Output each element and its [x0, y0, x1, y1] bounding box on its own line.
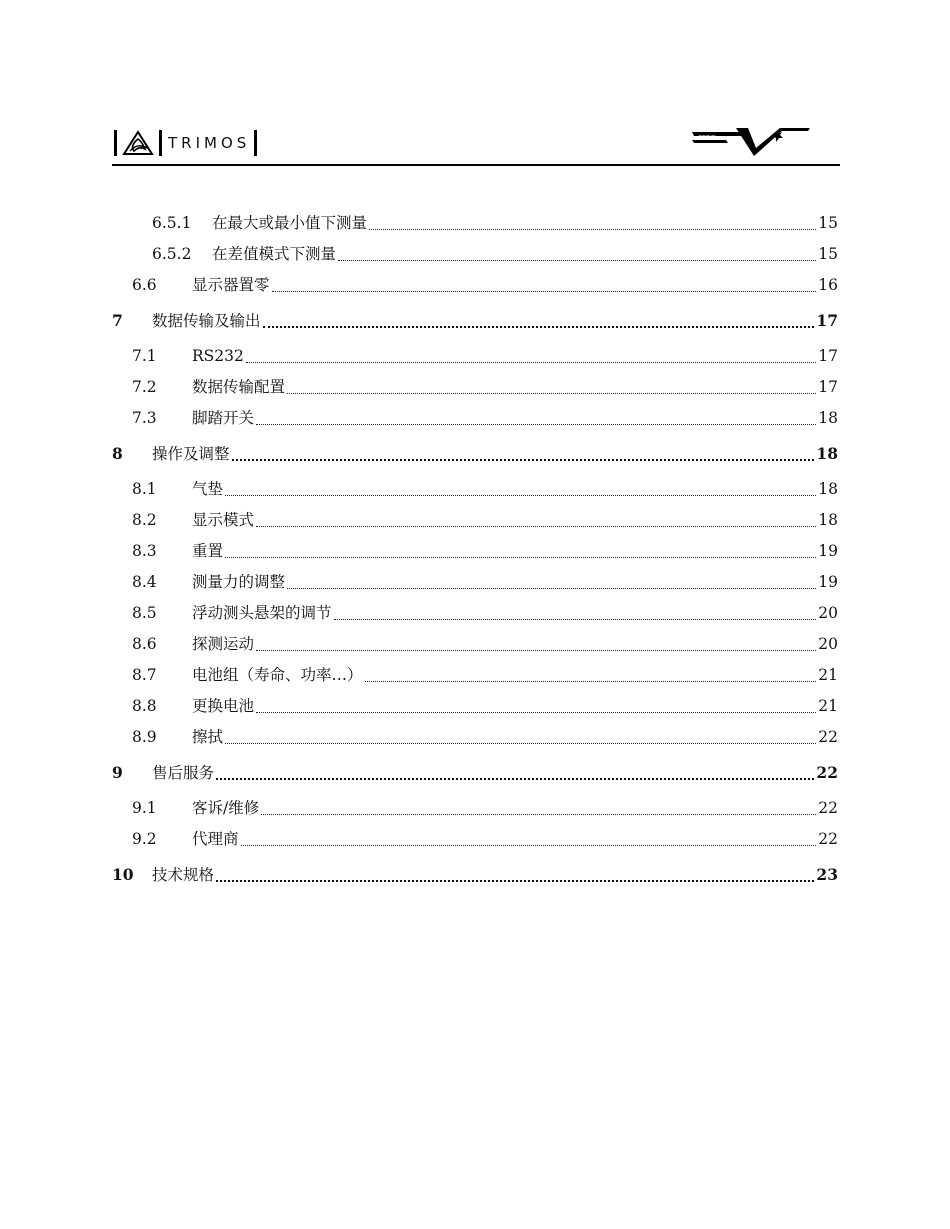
toc-entry[interactable]: [112, 793, 838, 824]
toc-dot-leader: [232, 459, 815, 461]
toc-entry-number: 8.7: [132, 666, 157, 684]
toc-entry-number: 7.1: [132, 347, 157, 365]
toc-entry-title: 脚踏开关: [192, 409, 255, 427]
logo-bar-middle: [159, 130, 162, 156]
toc-entry[interactable]: [112, 372, 838, 403]
toc-entry-number: 8: [112, 444, 123, 463]
toc-entry-page: 23: [816, 865, 838, 884]
toc-entry-page: 18: [816, 444, 838, 463]
trimos-logo: [114, 128, 257, 158]
toc-dot-leader: [256, 650, 816, 651]
toc-entry[interactable]: [112, 505, 838, 536]
toc-entry-title: 代理商: [192, 830, 239, 848]
toc-entry-title: 测量力的调整: [192, 573, 286, 591]
toc-entry[interactable]: [112, 629, 838, 660]
toc-dot-leader: [338, 260, 816, 261]
toc-entry-title: 操作及调整: [152, 445, 230, 463]
toc-entry-page: 20: [818, 604, 838, 622]
toc-dot-leader: [225, 557, 816, 558]
toc-entry-title: 数据传输及输出: [152, 312, 261, 330]
toc-dot-leader: [369, 229, 816, 230]
toc-entry-title: 显示模式: [192, 511, 255, 529]
toc-entry[interactable]: [112, 474, 838, 505]
toc-entry-number: 7.2: [132, 378, 157, 396]
toc-entry[interactable]: [112, 239, 838, 270]
toc-entry-title: 重置: [192, 542, 224, 560]
toc-entry[interactable]: [112, 341, 838, 372]
toc-entry-title: RS232: [192, 347, 244, 365]
toc-entry-title: 数据传输配置: [192, 378, 286, 396]
brand-name: TRIMOS: [168, 134, 251, 152]
toc-entry-page: 15: [818, 214, 838, 232]
table-of-contents: [112, 208, 838, 895]
toc-entry[interactable]: [112, 567, 838, 598]
trimos-emblem-icon: [121, 129, 155, 157]
toc-entry-title: 显示器置零: [192, 276, 270, 294]
toc-entry-title: 售后服务: [152, 764, 215, 782]
toc-entry-page: 21: [818, 697, 838, 715]
toc-entry-number: 8.6: [132, 635, 157, 653]
toc-dot-leader: [241, 845, 817, 846]
toc-entry[interactable]: [112, 403, 838, 434]
toc-entry-number: 9.1: [132, 799, 157, 817]
toc-dot-leader: [225, 743, 816, 744]
toc-dot-leader: [272, 291, 817, 292]
toc-entry-title: 技术规格: [152, 866, 215, 884]
toc-dot-leader: [256, 526, 816, 527]
toc-entry-number: 8.5: [132, 604, 157, 622]
toc-entry-title: 在差值模式下测量: [212, 245, 337, 263]
toc-entry-page: 19: [818, 542, 838, 560]
page-header: [112, 112, 840, 166]
toc-entry-title: 更换电池: [192, 697, 255, 715]
toc-entry-number: 6.5.1: [152, 214, 192, 232]
toc-entry[interactable]: [112, 824, 838, 855]
toc-entry-number: 6.6: [132, 276, 157, 294]
toc-entry-page: 22: [818, 728, 838, 746]
toc-entry[interactable]: [112, 753, 838, 793]
series-v-plus-logo: [690, 122, 812, 158]
toc-entry-page: 15: [818, 245, 838, 263]
toc-entry-title: 在最大或最小值下测量: [212, 214, 368, 232]
toc-entry[interactable]: [112, 301, 838, 341]
toc-entry[interactable]: [112, 660, 838, 691]
toc-entry-title: 电池组（寿命、功率…）: [192, 666, 363, 684]
toc-dot-leader: [216, 880, 814, 882]
toc-entry-number: 9.2: [132, 830, 157, 848]
toc-entry-number: 8.2: [132, 511, 157, 529]
toc-entry-page: 21: [818, 666, 838, 684]
toc-entry-number: 10: [112, 865, 134, 884]
toc-entry-number: 6.5.2: [152, 245, 192, 263]
toc-entry-title: 擦拭: [192, 728, 224, 746]
toc-entry-title: 浮动测头悬架的调节: [192, 604, 332, 622]
toc-entry-number: 8.3: [132, 542, 157, 560]
toc-dot-leader: [334, 619, 817, 620]
toc-entry-title: 气垫: [192, 480, 224, 498]
logo-bar-left: [114, 130, 117, 156]
header-rule: [112, 164, 840, 166]
toc-entry[interactable]: [112, 434, 838, 474]
logo-bar-right: [254, 130, 257, 156]
toc-entry-page: 17: [816, 311, 838, 330]
toc-entry[interactable]: [112, 722, 838, 753]
toc-entry-number: 8.8: [132, 697, 157, 715]
toc-entry-page: 22: [816, 763, 838, 782]
toc-dot-leader: [263, 326, 815, 328]
toc-entry-title: 客诉/维修: [192, 799, 260, 817]
toc-entry-number: 7.3: [132, 409, 157, 427]
toc-entry-page: 18: [818, 480, 838, 498]
toc-dot-leader: [287, 393, 816, 394]
toc-dot-leader: [225, 495, 816, 496]
toc-entry[interactable]: [112, 855, 838, 895]
toc-entry[interactable]: [112, 270, 838, 301]
toc-entry-page: 17: [818, 347, 838, 365]
toc-dot-leader: [246, 362, 816, 363]
toc-dot-leader: [261, 814, 816, 815]
toc-entry-number: 7: [112, 311, 123, 330]
toc-entry-page: 19: [818, 573, 838, 591]
toc-entry-number: 8.1: [132, 480, 157, 498]
toc-entry-number: 9: [112, 763, 123, 782]
toc-entry[interactable]: [112, 536, 838, 567]
toc-entry-title: 探测运动: [192, 635, 255, 653]
toc-dot-leader: [365, 681, 817, 682]
toc-entry-number: 8.9: [132, 728, 157, 746]
toc-dot-leader: [216, 778, 814, 780]
toc-entry-page: 18: [818, 511, 838, 529]
toc-entry[interactable]: [112, 598, 838, 629]
toc-entry[interactable]: [112, 208, 838, 239]
toc-dot-leader: [256, 712, 816, 713]
series-logo-text: SERIE: [698, 134, 716, 142]
toc-entry-number: 8.4: [132, 573, 157, 591]
toc-dot-leader: [287, 588, 816, 589]
toc-entry-page: 17: [818, 378, 838, 396]
toc-entry-page: 20: [818, 635, 838, 653]
toc-entry-page: 22: [818, 830, 838, 848]
toc-dot-leader: [256, 424, 816, 425]
toc-entry-page: 16: [818, 276, 838, 294]
toc-entry-page: 22: [818, 799, 838, 817]
toc-entry-page: 18: [818, 409, 838, 427]
toc-entry[interactable]: [112, 691, 838, 722]
